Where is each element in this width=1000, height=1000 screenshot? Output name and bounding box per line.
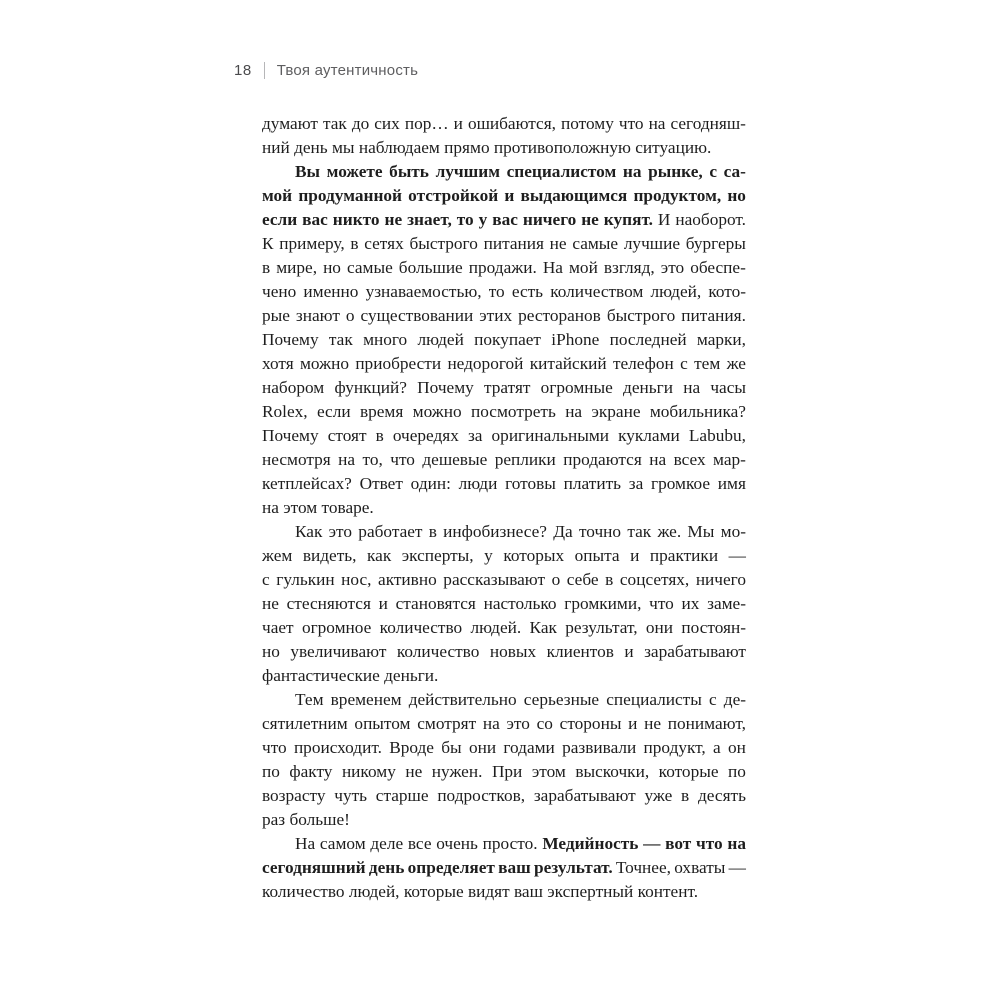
text-line: сегодняшний день определяет ваш результат. Точнее, охваты —	[262, 858, 746, 877]
book-page-text	[262, 112, 746, 904]
text-line: чает огромное количество людей. Как результат, они постоян-	[262, 618, 746, 637]
paragraph	[262, 112, 746, 160]
text-line: думают так до сих пор… и ошибаются, потому что на сегодняш-	[262, 114, 746, 133]
text-line: рые знают о существовании этих ресторанов быстрого питания.	[262, 306, 746, 325]
text-line: ний день мы наблюдаем прямо противоположную ситуацию.	[262, 138, 712, 157]
text-line: К примеру, в сетях быстрого питания не самые лучшие бургеры	[262, 234, 746, 253]
text-line: несмотря на то, что дешевые реплики продаются на всех мар-	[262, 450, 746, 469]
chapter-title: Твоя аутентичность	[276, 62, 419, 79]
text-line: чено именно узнаваемостью, то есть количеством людей, кото-	[262, 282, 746, 301]
text-line: не стесняются и становятся настолько громкими, что их заме-	[262, 594, 746, 613]
text-line: возрасту чуть старше подростков, зарабатывают уже в десять	[262, 786, 746, 805]
text-line: но увеличивают количество новых клиентов и зарабатывают	[262, 642, 746, 661]
text-line: кетплейсах? Ответ один: люди готовы платить за громкое имя	[262, 474, 746, 493]
text-line: Rolex, если время можно посмотреть на экране мобильника?	[262, 402, 746, 421]
text-line: что происходит. Вроде бы они годами развивали продукт, а он	[262, 738, 746, 757]
text-line: Почему так много людей покупает iPhone последней марки,	[262, 330, 746, 349]
text-line: хотя можно приобрести недорогой китайский телефон с тем же	[262, 354, 746, 373]
text-line: на этом товаре.	[262, 498, 374, 517]
paragraph	[262, 688, 746, 832]
header-divider	[264, 62, 265, 79]
text-line: мой продуманной отстройкой и выдающимся продуктом, но	[262, 186, 746, 205]
page-number: 18	[234, 62, 252, 79]
text-line: с гулькин нос, активно рассказывают о себе в соцсетях, ничего	[262, 570, 746, 589]
paragraph	[262, 832, 746, 904]
text-line: количество людей, которые видят ваш экспертный контент.	[262, 882, 699, 901]
text-line: Тем временем действительно серьезные специалисты с де-	[295, 690, 746, 709]
text-line: Почему стоят в очередях за оригинальными куклами Labubu,	[262, 426, 746, 445]
text-line: сятилетним опытом смотрят на это со стороны и не понимают,	[262, 714, 746, 733]
paragraph	[262, 160, 746, 520]
text-line: фантастические деньги.	[262, 666, 439, 685]
running-header	[234, 62, 418, 79]
text-line: жем видеть, как эксперты, у которых опыта и практики —	[262, 546, 746, 565]
paragraph	[262, 520, 746, 688]
text-line: Вы можете быть лучшим специалистом на рынке, с са-	[295, 162, 746, 181]
text-line: На самом деле все очень просто. Медийность — вот что на	[295, 834, 746, 853]
text-line: Как это работает в инфобизнесе? Да точно так же. Мы мо-	[295, 522, 746, 541]
text-line: в мире, но самые большие продажи. На мой взгляд, это обеспе-	[262, 258, 746, 277]
text-line: если вас никто не знает, то у вас ничего не купят. И наоборот.	[262, 210, 746, 229]
text-line: раз больше!	[262, 810, 350, 829]
text-line: набором функций? Почему тратят огромные деньги на часы	[262, 378, 746, 397]
text-line: по факту никому не нужен. При этом выскочки, которые по	[262, 762, 746, 781]
